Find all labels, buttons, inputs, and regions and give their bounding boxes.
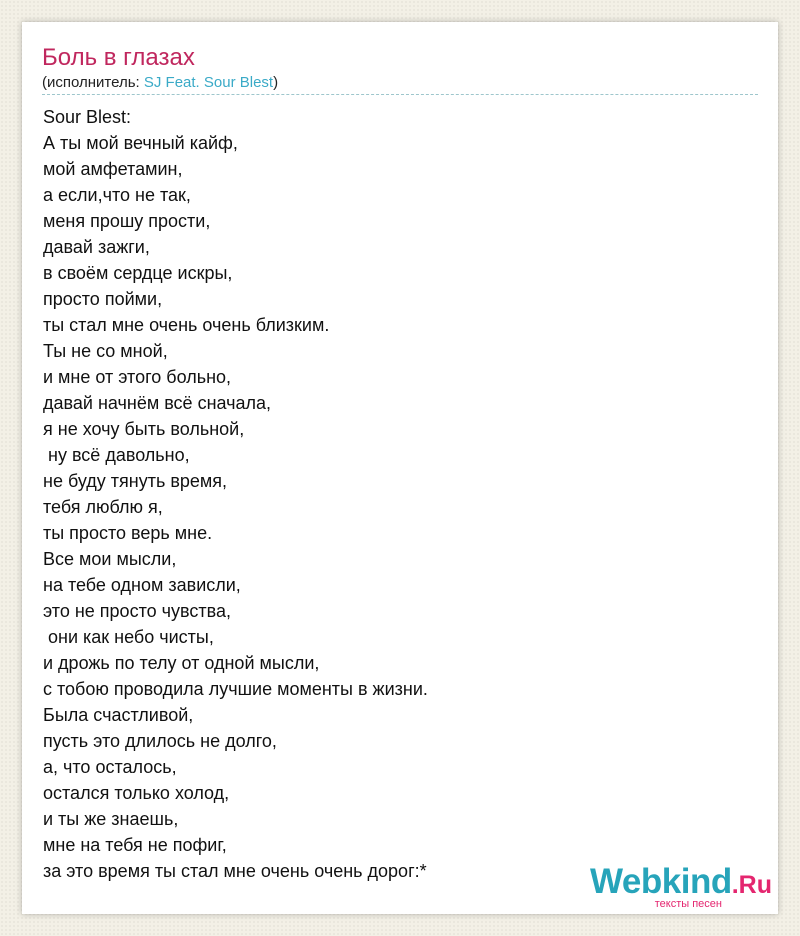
- logo-tagline: тексты песен: [654, 898, 722, 910]
- lyric-line: и дрожь по телу от одной мысли,: [43, 653, 320, 673]
- artist-suffix: ): [273, 74, 279, 91]
- song-header: [42, 44, 758, 95]
- lyric-line: это не просто чувства,: [43, 601, 231, 621]
- lyric-line: тебя люблю я,: [43, 497, 163, 517]
- lyric-line: меня прошу прости,: [43, 211, 211, 231]
- site-logo[interactable]: [572, 862, 772, 914]
- lyric-line: с тобою проводила лучшие моменты в жизни.: [43, 679, 428, 699]
- lyrics-card: [22, 22, 778, 914]
- lyric-line: ну всё давольно,: [43, 445, 190, 465]
- lyric-line: ты стал мне очень очень близким.: [43, 315, 330, 335]
- lyric-line: я не хочу быть вольной,: [43, 419, 245, 439]
- lyric-line: Sour Blest:: [43, 107, 132, 127]
- logo-word: Webkind: [590, 862, 732, 901]
- lyric-line: Все мои мысли,: [43, 549, 177, 569]
- lyric-line: остался только холод,: [43, 783, 230, 803]
- lyrics-body: [43, 104, 743, 884]
- song-title: Боль в глазах: [42, 44, 195, 71]
- lyric-line: а, что осталось,: [43, 757, 177, 777]
- lyric-line: просто пойми,: [43, 289, 163, 309]
- lyric-line: на тебе одном зависли,: [43, 575, 241, 595]
- lyric-line: и ты же знаешь,: [43, 809, 179, 829]
- lyric-line: Была счастливой,: [43, 705, 194, 725]
- artist-link[interactable]: SJ Feat. Sour Blest: [143, 74, 274, 91]
- artist-prefix: (исполнитель:: [42, 74, 144, 91]
- artist-line: [42, 74, 278, 92]
- lyric-line: давай начнём всё сначала,: [43, 393, 272, 413]
- lyric-line: за это время ты стал мне очень очень дорог:*: [43, 861, 427, 881]
- lyric-line: не буду тянуть время,: [43, 471, 228, 491]
- lyric-line: мой амфетамин,: [43, 159, 183, 179]
- lyric-line: А ты мой вечный кайф,: [43, 133, 238, 153]
- lyric-line: и мне от этого больно,: [43, 367, 232, 387]
- lyric-line: они как небо чисты,: [43, 627, 214, 647]
- lyric-line: пусть это длилось не долго,: [43, 731, 277, 751]
- lyric-line: Ты не со мной,: [43, 341, 168, 361]
- lyric-line: мне на тебя не пофиг,: [43, 835, 227, 855]
- lyric-line: ты просто верь мне.: [43, 523, 213, 543]
- lyric-line: в своём сердце искры,: [43, 263, 233, 283]
- lyric-line: а если,что не так,: [43, 185, 191, 205]
- lyric-line: давай зажги,: [43, 237, 150, 257]
- logo-tld: .Ru: [731, 871, 772, 899]
